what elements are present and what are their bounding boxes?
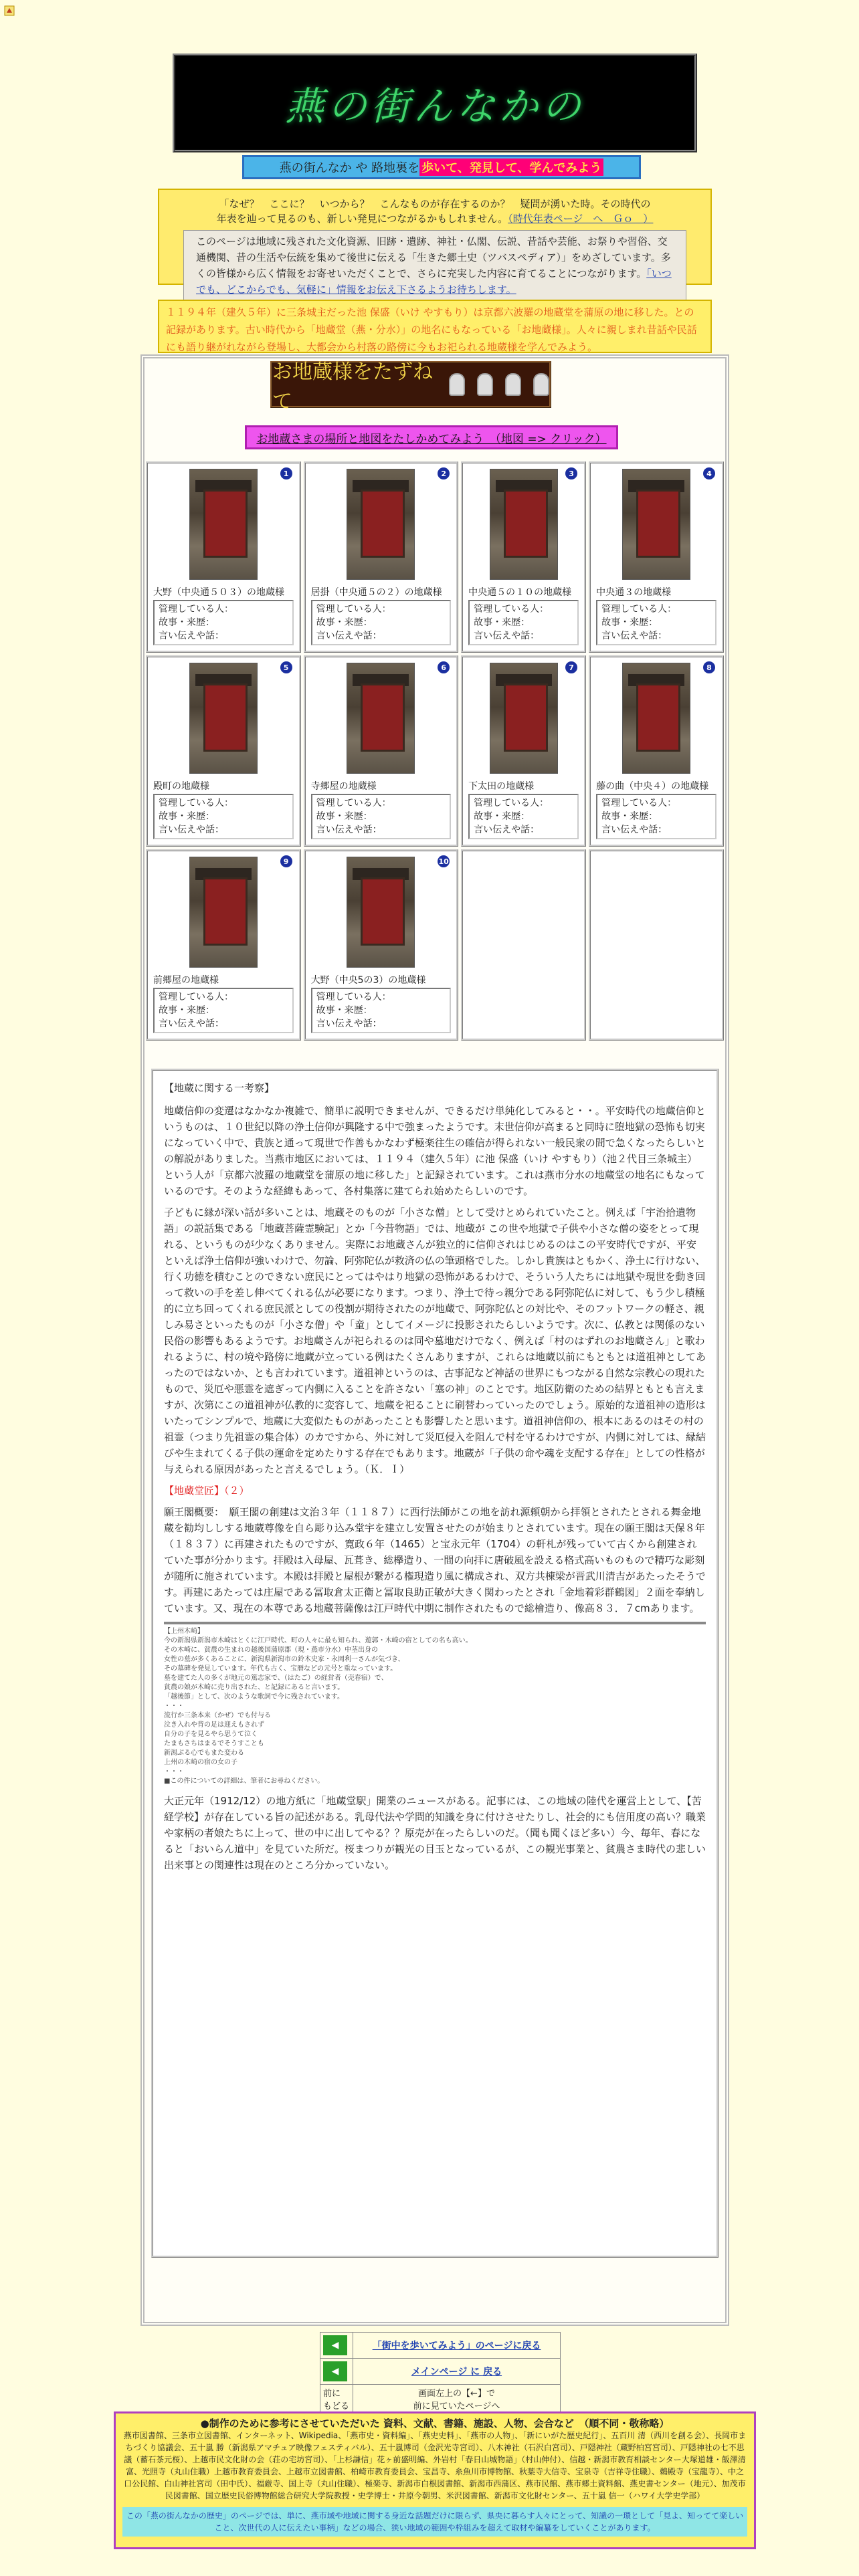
number-badge: 8 [703,661,715,673]
subtitle-emphasis: 歩いて、発見して、学んでみよう [419,158,603,176]
empty-cell [461,849,586,1041]
number-badge: 6 [438,661,450,673]
jizo-name: 大野（中央5の3）の地蔵様 [310,975,426,986]
number-badge: 9 [280,855,292,867]
number-badge: 5 [280,661,292,673]
jizo-card[interactable] [146,655,301,847]
back-arrow-icon[interactable]: ◀ [323,2361,347,2381]
jizo-photo[interactable] [622,663,690,774]
main-page-link[interactable]: メインページ に 戻る [411,2367,502,2377]
subtitle-prefix: 燕の街んなか や 路地裏を [279,161,420,175]
jizo-info: 管理している人： 故事・来歴： 言い伝えや話： [153,988,294,1033]
navigation-table [320,2332,561,2413]
number-badge: 3 [565,467,577,479]
jizo-card[interactable] [589,461,724,653]
section-title: 【地蔵堂匠】（２） [164,1485,250,1497]
jizo-name: 中央通５の１０の地蔵様 [468,587,572,598]
jizo-name: 中央通３の地蔵様 [596,587,672,598]
jizo-card[interactable] [304,655,459,847]
ojizo-banner [270,360,551,413]
essay-paragraph: 地蔵信仰の変遷はなかなか複雑で、簡単に説明できませんが、できるだけ単純化してみると・・。平安時代の地蔵信仰というものは、１０世紀以降の浄土信仰が興隆する中で強まったようです。末世信仰が高まると同時に堕地獄の恐怖も切実になっていく中で、貴族と通って現世で作善もかなわず極楽往生の確信が得られない一般民衆の間で急くなったらしいとの解説がありました。当燕市地区においては、１１９４（建久５年）に池 保盛（いけ やすもり）（池２代目三条城主）という人が「京都六波羅の地蔵堂を蒲原の地に移した」と記録されています。これは燕市分水の地蔵堂の地名にもなっているのです。そのような経緯もあって、各村集落に建てられ始めたらしいのです。 [164,1105,706,1197]
jizo-photo[interactable] [490,469,558,580]
jizo-info: 管理している人： 故事・来歴： 言い伝えや話： [596,794,717,839]
number-badge: 4 [703,467,715,479]
jizo-photo[interactable] [347,663,415,774]
jizo-info: 管理している人： 故事・来歴： 言い伝えや話： [153,794,294,839]
site-title: 燕の街んなかの [284,84,585,129]
intro-box [158,189,712,296]
intro-line1: 「なぜ？ ここに？ いつから？ こんなものが存在するのか？ 疑問が湧いた時。その時代の [219,198,651,210]
ojizo-banner-title: お地蔵様をたずねて [272,360,433,413]
jizo-card[interactable] [304,461,459,653]
essay-paragraph: 子どもに縁が深い話が多いことは、地蔵そのものが「小さな僧」として受けとめられていたこと。例えば「宇治拾遺物語」の説話集である「地蔵菩薩霊験記」とか「今昔物語」では、地蔵が この世や地獄で子供や小さな僧の姿をとって現れる、というものが少なくありません。実際にお地蔵さんが独立的に信仰されはじめるのはこの平安時代ですが、平安といえば浄土信仰が強いわけで、勿論、阿弥陀仏が救済の仏の筆頭格でした。しかし貴族はともかく、浄土に行けない、行く功徳を積むことのできない庶民にとってはやはり地獄の恐怖があるわけで、そういう人たちには地獄や現世を動き回って救いの手を差し伸べてくれる仏が必要になります。つまり、浄土で待っ親分である阿弥陀仏に対して、もう少し積極的に立ち回ってくれる庶民派としての役割が期待されたのが地蔵で、阿弥陀仏との対比や、そのフットワークの軽さ、親しみ易さといったものが「小さな僧」や「童」としてイメージに投影されたらしいようです。次に、仏教とは関係のない民俗の影響もあるようです。お地蔵さんが祀られるのは同や墓地だけでなく、例えば「村のはずれのお地蔵さん」と歌われるように、村の境や路傍に地蔵が立っている例はたくさんありますが、これらは地蔵以前にもともとは道祖神としてあったのではないか、とも言われています。道祖神というのは、古事記など神話の世界にもつながる自然な宗教心の現れたもので、災厄や悪霊を遮ぎって内側に入ることを許さない「塞の神」のことです。地区防衛のための結界ともとも言えますが、次第にこの道祖神が仏教的に変容して、地蔵を祀ることに刷替わっていったのでしょう。原始的な道祖神の造形はいたってシンプルで、地蔵に大変似たものがあったことも影響したと思います。道祖神信仰の、根本にあるのはその村の祖霊（つまり先祖霊の集合体）のカですから、外に対して災厄侵入を阻んで村を守るわけですが、内側に対しては、縁結びや生まれてくる子供の運命を定めたりする存在でもあります。地蔵が「子供の命や魂を支配する存在」としての性格が与えられる原因があったと言えるでしょう。（Ｋ．Ｉ） [164,1206,706,1475]
number-badge: 7 [565,661,577,673]
essay-paragraph: 願王閣概要： 願王閣の創建は文治３年（１１８７）に西行法師がこの地を訪れ源頼朝から拝領とされたとされる舞金地蔵を勧均ししする地蔵尊像を自ら彫り込み堂宇を建立し安置させたのが始まりとされています。現在の願王閣は天保８年（１８３７）に再建されたものですが、寛政６年（1465）と宝永元年（1704）の軒札が残っていて古くから創建されていた事が分かります。拝殿は入母屋、瓦葺き、総欅造り、一間の向拝に唐破風を設える格式高いものもので精巧な彫刻が随所に施されています。本殿は拝殿と屋根が繋がる権現造り風に構成され、双方共棟梁が晋武川清吉があたったそうです。再建にあたっては庄屋である冨取倉太正衛と冨取良助正敏が大きく関わったとされ「金地着彩群鶴図」２面を奉納しています。又、現在の本尊である地蔵菩薩像は江戸時代中期に制作されたもので総檜造り、像高８３．７cmあります。 [164,1506,706,1614]
scanned-document [164,1622,706,1786]
scan-text: 今の新潟県新潟市木崎はとくに江戸時代、町の人々に最も知られ、遊郭・木崎の宿としての名も高い。 その木崎に、貧農の生まれの越後国蒲原郡（現・燕市分水）中茎出身の 女性の墓が多くあることに、新潟県新潟市の鈴木史家・永岡利一さんが気づき、 その墓碑を発見しています。年代も古く、宝暦などの元号と重なっています。 墓を建てた人の多くが地元の篤志家で、（はたご）の経営者（売春宿）で、 貧農の娘が木崎に売り出された、と記録にあると言います。 「越後節」として、次のような歌詞で今に残されています。 ・・・ 流行か三条本来（かぜ）でも付与る 泣き入れや背の足は迎えもされず 自分の子を見るやら思うて泣く たまもさちはまるでそうすことも 新潟ぶる心でもまた変わる 上州の木崎の宿の女の子 ・・・ ■この件についての詳細は、筆者にお尋ねください。 [164,1637,472,1785]
number-badge: 10 [438,855,450,867]
jizo-name: 居掛（中央通５の２）の地蔵様 [310,587,442,598]
jizo-card[interactable] [304,849,459,1041]
jizo-info: 管理している人： 故事・来歴： 言い伝えや話： [311,988,452,1033]
jizo-info: 管理している人： 故事・来歴： 言い伝えや話： [153,600,294,645]
scan-heading: 【上州木崎】 [164,1628,204,1635]
contact-link[interactable]: 「いつでも、どこからでも、気軽に」情報をお伝え下さるようお待ちします。 [196,267,672,296]
walk-page-link[interactable]: 「街中を歩いてみよう」のページに戻る [372,2341,541,2351]
jizo-card[interactable] [589,655,724,847]
jizo-name: 殿町の地蔵様 [153,781,209,792]
credits-note: この「燕の街んなかの歴史」のページでは、単に、燕市域や地域に関する身近な話題だけに限らず、県央に暮らす人々にとって、知識の一環として「見よ、知ってて楽しいこと、次世代の人に伝えたい事柄」などの場合、狭い地域の範囲や枠組みを超えて取材や編纂をしていくことがあります。 [122,2507,747,2537]
jizo-card[interactable] [461,461,586,653]
essay-heading: 【地蔵に関する一考察】 [164,1082,275,1094]
credits-body: 燕市図書館、三条市立図書館、インターネット、Wikipedia、「燕市史・資料編」、「燕史史料」、「燕市の人物」、「新にいがた歴史紀行」、五百川 清（西川を創る会）、長岡市まちづくり協議会、五十嵐 勝（新潟県アマチュア映像フェスティバル）、五十嵐博司（金沢光寺宮司）、八木神社（石沢白宮司）、戸隠神社（蔵野柏宮宮司）、戸隠神社の七不思議（蓄石茶元桜）、上越市民文化財の会（荘の宅坊宮司）、「上杉謙信」花ヶ前盛明編、外岩村「春日山城物語」（村山伸付）、信越・新潟市教育相談センター大塚道雄・飯澤清富、光照寺（丸山住職）上越市教育委員会、上越市立図書館、柏崎市教育委員会、宝昌寺、糸魚川市博物館、秋葉寺大信寺、宝泉寺（吉祥寺住職）、鵜殿寺（宝龍寺）、中之口公民館、白山神社宮司（田中氏）、福厳寺、国上寺（丸山住職）、極楽寺、新潟市白根図書館、新潟市西蒲区、燕市民館、燕市郷土資料館、燕史書センター（地元）、加茂市民図書館、国立歴史民俗博物館総合研究大学院教授・史学博士・井原今朝男、米沢図書館、新潟市文化財センター、五十嵐 信一（ハワイ大学史学部） [123,2431,747,2500]
credits-title: ●制作のために参考にさせていただいた 資料、文献、書籍、施設、人物、会合など （順不同・敬称略） [200,2418,670,2430]
jizo-info: 管理している人： 故事・来歴： 言い伝えや話： [468,794,579,839]
jizo-name: 藤の曲（中央４）の地蔵様 [596,781,709,792]
intro-line2: 年表を辿って見るのも、新しい発見につながるかもしれません。 [216,213,508,225]
jizo-photo[interactable] [490,663,558,774]
jizo-grid [143,459,727,1043]
essay-box [151,1069,719,2258]
history-note: １１９４年（建久５年）に三条城主だった池 保盛（いけ やすもり）は京都六波羅の地蔵堂を蒲原の地に移した。との記録があります。古い時代から「地蔵堂（燕・分水）」の地名にもなっている「お地蔵様」。人々に親しまれ昔話や民話にも語り継がれながら登場し、大都会から村落の路傍に今もお祀られる地蔵様を学んでみよう。 [158,300,712,353]
intro-body: このページは地域に残された文化資源、旧跡・遺跡、神社・仏閣、伝説、昔話や芸能、お祭りや習俗、交通機関、昔の生活や伝統を集めて後世に伝える「生きた郷土史（ツバスペディア）」をめざしています。多くの皆様から広く情報をお寄せいただくことで、さらに充実した内容に育てることにつながります。 [196,235,671,280]
jizo-card[interactable] [146,849,301,1041]
intro-body-box [183,230,686,301]
number-badge: 1 [280,467,292,479]
jizo-photo[interactable] [189,857,258,968]
credits-box [114,2411,756,2549]
back-arrow-icon[interactable]: ◀ [323,2335,347,2355]
essay-paragraph: 大正元年（1912/12）の地方紙に「地蔵堂駅」開業のニュースがある。記事には、この地域の陸代を運営上として、【苦経学校】が存在している旨の記述がある。乳母代法や学問的知識を身に付けさせたりし、社会的にも信用度の高い？職業や家柄の者娘たちに上って、世の中に出してやる？？原売が在ったらしいのだ。（聞も聞くほど多い）今、毎年、春になると「おいらん道中」を見ていた所だ。桜まつりが観光の目玉となっているが、この観光事業と、貧農さま時代の悲しい出来事との関連性は現在のところ分かっていない。 [164,1795,706,1871]
map-link-button[interactable]: お地蔵さまの場所と地図をたしかめてみよう （地図 => クリック） [245,425,618,449]
jizo-photo[interactable] [189,469,258,580]
jizo-card[interactable] [461,655,586,847]
jizo-name: 大野（中央通５０３）の地蔵様 [153,587,284,598]
jizo-photo[interactable] [347,469,415,580]
timeline-link[interactable]: （時代年表ページ へ Ｇｏ ） [508,213,654,225]
empty-cell [589,849,724,1041]
jizo-photo[interactable] [622,469,690,580]
jizo-face-icon [477,373,493,396]
jizo-info: 管理している人： 故事・来歴： 言い伝えや話： [596,600,717,645]
site-title-banner [173,53,697,152]
jizo-face-icon [449,373,465,396]
jizo-photo[interactable] [347,857,415,968]
jizo-face-icon [505,373,521,396]
back-note: 画面左上の【←】で 前に見ていたページへ [353,2385,561,2413]
number-badge: 2 [438,467,450,479]
jizo-card[interactable] [146,461,301,653]
jizo-name: 前郷屋の地蔵様 [153,975,219,986]
jizo-photo[interactable] [189,663,258,774]
jizo-info: 管理している人： 故事・来歴： 言い伝えや話： [311,600,452,645]
back-label: 前に もどる [320,2385,353,2413]
jizo-name: 寺郷屋の地蔵様 [310,781,377,792]
jizo-info: 管理している人： 故事・来歴： 言い伝えや話： [468,600,579,645]
page-corner-icon [4,5,15,16]
jizo-info: 管理している人： 故事・来歴： 言い伝えや話： [311,794,452,839]
jizo-name: 下太田の地蔵様 [468,781,535,792]
jizo-face-icon [533,373,549,396]
site-subtitle [242,155,641,179]
